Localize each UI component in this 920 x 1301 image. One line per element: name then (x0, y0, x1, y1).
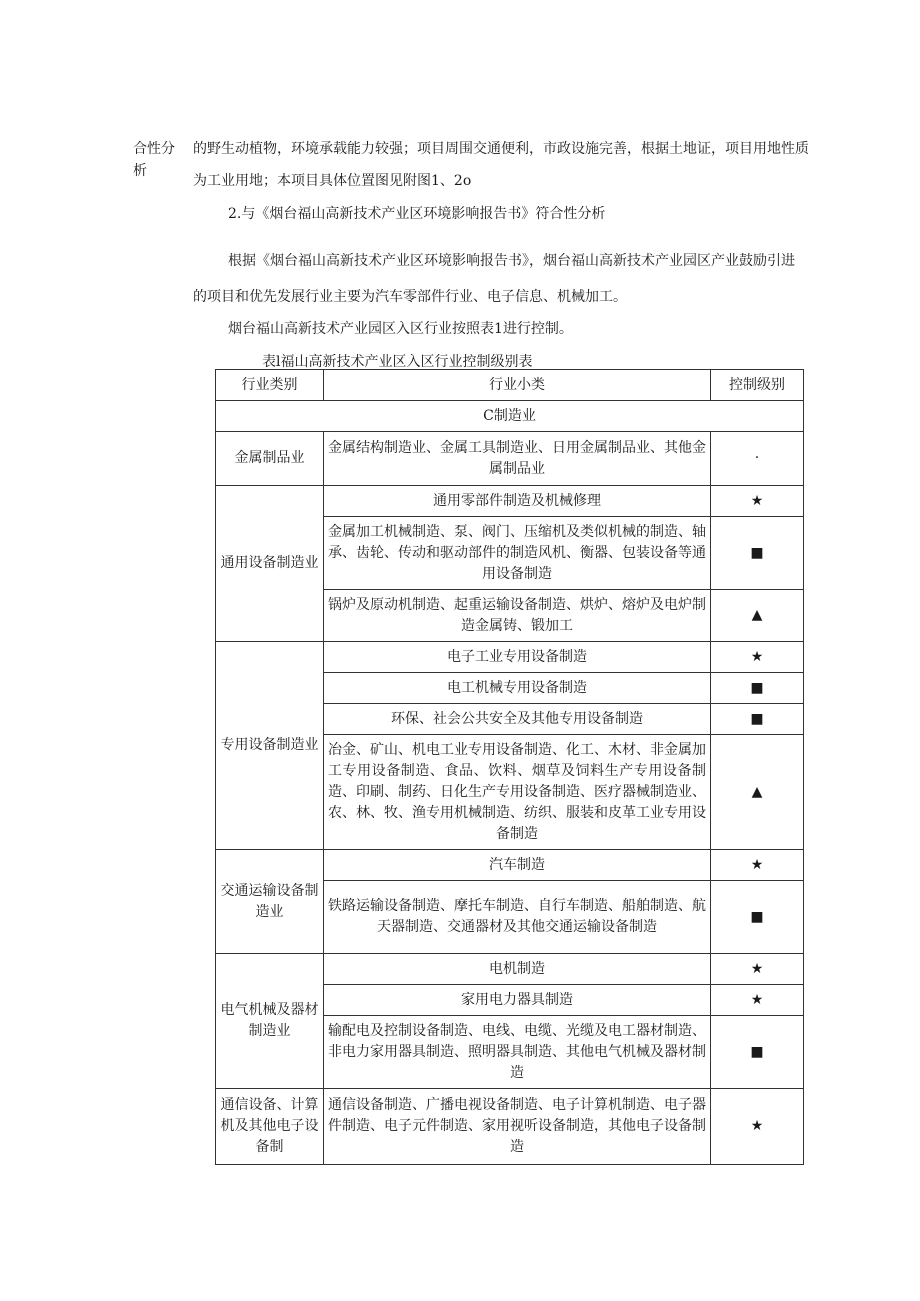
subcategory-cell: 金属结构制造业、金属工具制造业、日用金属制品业、其他金属制品业 (324, 432, 711, 486)
table-row (216, 642, 804, 673)
table-row (216, 1089, 804, 1165)
level-cell: · (711, 432, 804, 486)
category-cell: 交通运输设备制造业 (216, 850, 324, 954)
paragraph-line: 为工业用地；本项目具体位置图见附图1、2o (193, 173, 472, 189)
level-cell: ■ (711, 1016, 804, 1089)
subcategory-cell: 输配电及控制设备制造、电线、电缆、光缆及电工器材制造、非电力家用器具制造、照明器具制造、其他电气机械及器材制造 (324, 1016, 711, 1089)
level-cell: ★ (711, 985, 804, 1016)
category-cell: 电气机械及器材制造业 (216, 954, 324, 1089)
subcategory-cell: 锅炉及原动机制造、起重运输设备制造、烘炉、熔炉及电炉制造金属铸、锻加工 (324, 590, 711, 642)
paragraph-line: 根据《烟台福山高新技术产业区环境影响报告书》，烟台福山高新技术产业园区产业鼓励引进 (228, 253, 795, 269)
subcategory-cell: 铁路运输设备制造、摩托车制造、自行车制造、船舶制造、航天器制造、交通器材及其他交通运输设备制造 (324, 881, 711, 954)
subcategory-cell: 通用零部件制造及机械修理 (324, 486, 711, 517)
section-row (216, 401, 804, 432)
level-cell: ★ (711, 486, 804, 517)
table-row (216, 954, 804, 985)
header-level: 控制级别 (711, 370, 804, 401)
category-cell: 通用设备制造业 (216, 486, 324, 642)
industry-control-table (215, 369, 804, 1165)
level-cell: ■ (711, 673, 804, 704)
section-label: C制造业 (216, 401, 804, 432)
section-heading: 2.与《烟台福山高新技术产业区环境影响报告书》符合性分析 (228, 206, 606, 222)
level-cell: ★ (711, 1089, 804, 1165)
subcategory-cell: 电机制造 (324, 954, 711, 985)
level-cell: ■ (711, 704, 804, 735)
table-row (216, 850, 804, 881)
table-header-row (216, 370, 804, 401)
subcategory-cell: 冶金、矿山、机电工业专用设备制造、化工、木材、非金属加工专用设备制造、食品、饮料、烟草及饲料生产专用设备制造、印刷、制药、日化生产专用设备制造、医疗器械制造业、农、林、牧、渔专用机械制造、纺织、服装和皮革工业专用设备制造 (324, 735, 711, 850)
subcategory-cell: 电工机械专用设备制造 (324, 673, 711, 704)
paragraph-line: 的项目和优先发展行业主要为汽车零部件行业、电子信息、机械加工。 (193, 289, 627, 305)
category-cell: 金属制品业 (216, 432, 324, 486)
table-row (216, 432, 804, 486)
category-cell: 专用设备制造业 (216, 642, 324, 850)
paragraph-line: 的野生动植物，环境承载能力较强；项目周围交通便利，市政设施完善，根据土地证，项目用地性质 (193, 141, 809, 157)
subcategory-cell: 家用电力器具制造 (324, 985, 711, 1016)
level-cell: ★ (711, 954, 804, 985)
side-label: 合性分析 (133, 141, 175, 179)
header-subcategory: 行业小类 (324, 370, 711, 401)
subcategory-cell: 电子工业专用设备制造 (324, 642, 711, 673)
level-cell: ■ (711, 881, 804, 954)
subcategory-cell: 环保、社会公共安全及其他专用设备制造 (324, 704, 711, 735)
level-cell: ■ (711, 517, 804, 590)
table-row (216, 486, 804, 517)
level-cell: ★ (711, 642, 804, 673)
paragraph-line: 烟台福山高新技术产业园区入区行业按照表1进行控制。 (228, 321, 573, 337)
subcategory-cell: 通信设备制造、广播电视设备制造、电子计算机制造、电子器件制造、电子元件制造、家用视听设备制造，其他电子设备制造 (324, 1089, 711, 1165)
subcategory-cell: 汽车制造 (324, 850, 711, 881)
subcategory-cell: 金属加工机械制造、泵、阀门、压缩机及类似机械的制造、轴承、齿轮、传动和驱动部件的制造风机、衡器、包装设备等通用设备制造 (324, 517, 711, 590)
category-cell: 通信设备、计算机及其他电子设备制 (216, 1089, 324, 1165)
table-caption: 表l福山高新技术产业区入区行业控制级别表 (262, 354, 533, 370)
level-cell: ▲ (711, 590, 804, 642)
level-cell: ★ (711, 850, 804, 881)
level-cell: ▲ (711, 735, 804, 850)
header-category: 行业类别 (216, 370, 324, 401)
